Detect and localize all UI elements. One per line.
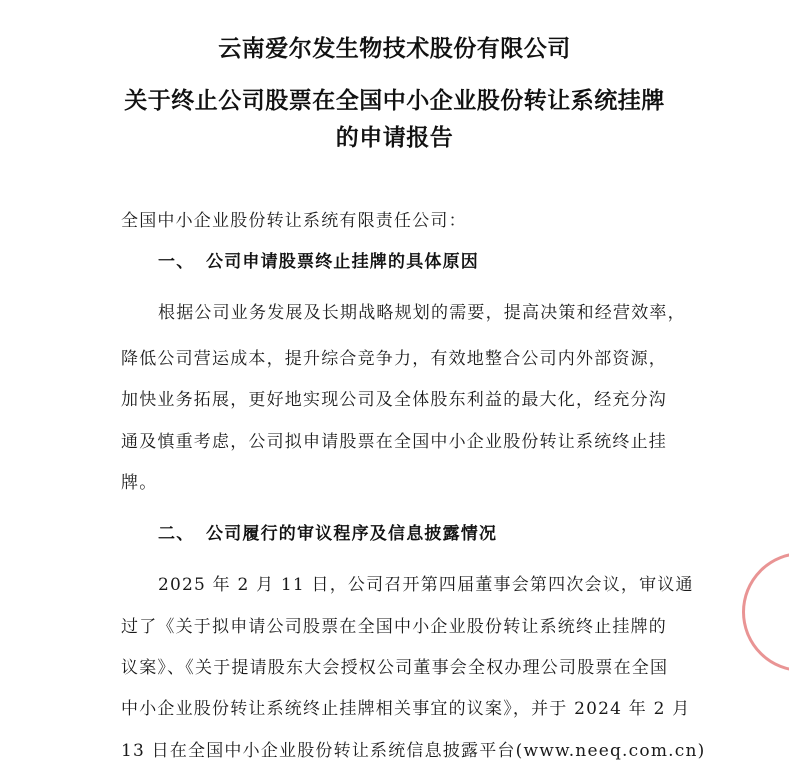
section-1-title: 公司申请股票终止挂牌的具体原因 [206,252,479,272]
company-seal-stamp [742,552,789,672]
section-2-line: 2025 年 2 月 11 日，公司召开第四届董事会第四次会议，审议通 [158,575,694,595]
section-2-title: 公司履行的审议程序及信息披露情况 [206,524,498,544]
section-1-heading [158,247,479,272]
section-1-line: 牌。 [121,473,158,493]
company-name: 云南爱尔发生物技术股份有限公司 [218,36,571,62]
section-2-number: 二、 [158,524,195,544]
section-2-heading [158,519,497,544]
report-title-line-2: 的申请报告 [335,125,454,151]
section-1-line: 通及慎重考虑，公司拟申请股票在全国中小企业股份转让系统终止挂 [121,432,667,452]
section-2-line: 中小企业股份转让系统终止挂牌相关事宜的议案》，并于 2024 年 2 月 [121,699,691,719]
section-2-line: 13 日在全国中小企业股份转让系统信息披露平台(www.neeq.com.cn) [121,741,706,761]
section-1-line: 降低公司营运成本，提升综合竞争力，有效地整合公司内外部资源， [121,349,667,369]
section-2-line: 议案》、《关于提请股东大会授权公司董事会全权办理公司股票在全国 [121,658,669,678]
section-2-line: 过了《关于拟申请公司股票在全国中小企业股份转让系统终止挂牌的 [121,617,667,637]
section-1-line: 加快业务拓展，更好地实现公司及全体股东利益的最大化，经充分沟 [121,390,667,410]
section-1-number: 一、 [158,252,195,272]
report-title-line-1: 关于终止公司股票在全国中小企业股份转让系统挂牌 [124,88,665,114]
salutation: 全国中小企业股份转让系统有限责任公司： [121,211,467,231]
section-1-line: 根据公司业务发展及长期战略规划的需要，提高决策和经营效率， [158,303,686,323]
